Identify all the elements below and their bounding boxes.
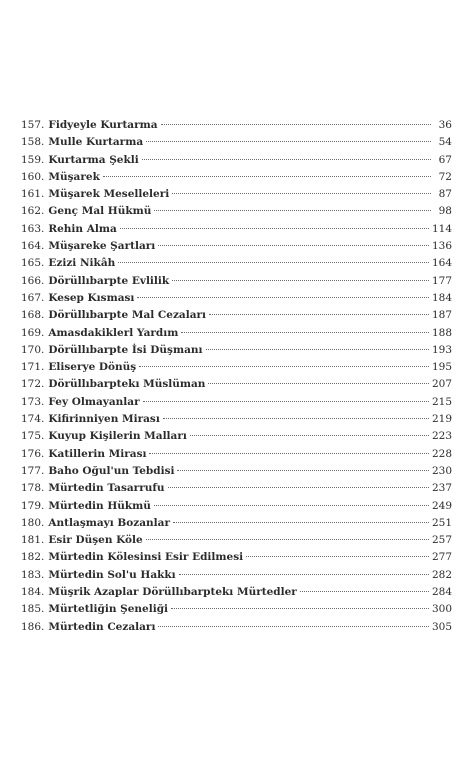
toc-entry-page-number: 67	[438, 153, 452, 166]
toc-entry-number: 161.	[21, 188, 45, 201]
toc-entry	[21, 376, 452, 393]
toc-entry-title: Kifirinniyen Mirası	[48, 413, 160, 426]
toc-entry-number: 157.	[21, 119, 45, 131]
toc-entry	[21, 411, 452, 428]
toc-entry-page-number: 36	[438, 119, 452, 131]
toc-entry-title: Dörüllıbarpte Evlilik	[48, 274, 170, 287]
toc-entry	[21, 515, 452, 532]
toc-entry-number: 158.	[21, 136, 45, 149]
toc-entry	[21, 480, 452, 497]
dot-leader	[118, 261, 429, 263]
toc-entry-title: Fidyeyle Kurtarma	[48, 119, 158, 131]
toc-entry-number: 185.	[21, 603, 45, 616]
dot-leader	[158, 625, 429, 627]
dot-leader	[120, 227, 429, 229]
toc-entry-title: Müşareke Şartları	[48, 240, 156, 253]
dot-leader	[190, 434, 429, 436]
toc-entry-title: Kuyup Kişilerin Malları	[48, 430, 187, 443]
toc-entry-number: 171.	[21, 361, 45, 374]
toc-entry	[21, 394, 452, 411]
toc-entry	[21, 359, 452, 376]
dot-leader	[177, 469, 428, 471]
toc-entry-page-number: 54	[438, 136, 452, 149]
dot-leader	[139, 365, 429, 367]
toc-entry-number: 170.	[21, 343, 45, 356]
toc-entry	[21, 117, 452, 134]
toc-entry-page-number: 284	[431, 586, 452, 599]
toc-entry-number: 159.	[21, 153, 45, 166]
dot-leader	[103, 175, 431, 177]
toc-entry	[21, 238, 452, 255]
toc-entry	[21, 342, 452, 359]
toc-entry-title: Dörüllıbarpte İsi Düşmanı	[48, 343, 203, 356]
dot-leader	[208, 382, 429, 384]
toc-entry	[21, 498, 452, 515]
dot-leader	[172, 192, 431, 194]
toc-entry-page-number: 72	[438, 170, 452, 183]
toc-entry-number: 167.	[21, 291, 45, 304]
toc-entry-number: 183.	[21, 568, 45, 581]
dot-leader	[161, 123, 431, 125]
toc-entry	[21, 619, 452, 636]
toc-entry-number: 166.	[21, 274, 45, 287]
toc-entry-number: 176.	[21, 447, 45, 460]
toc-entry-page-number: 114	[431, 222, 452, 235]
toc-entry-title: Eliserye Dönüş	[48, 361, 137, 374]
toc-entry	[21, 601, 452, 618]
toc-entry	[21, 255, 452, 272]
toc-entry-number: 174.	[21, 413, 45, 426]
toc-entry-page-number: 305	[431, 620, 452, 633]
toc-entry-page-number: 215	[431, 395, 452, 408]
toc-entry-page-number: 195	[431, 361, 452, 374]
dot-leader	[163, 417, 429, 419]
toc-entry-title: Müşarek	[48, 170, 100, 183]
dot-leader	[154, 209, 431, 211]
toc-entry-page-number: 98	[438, 205, 452, 218]
dot-leader	[146, 140, 431, 142]
toc-entry-title: Esir Düşen Köle	[48, 534, 143, 547]
toc-entry-number: 178.	[21, 482, 45, 495]
dot-leader	[137, 296, 429, 298]
toc-entry-number: 181.	[21, 534, 45, 547]
toc-entry-page-number: 257	[431, 534, 452, 547]
toc-entry-number: 179.	[21, 499, 45, 512]
toc-entry-title: Genç Mal Hükmü	[48, 205, 152, 218]
dot-leader	[172, 279, 429, 281]
toc-entry-number: 164.	[21, 240, 45, 253]
toc-entry	[21, 273, 452, 290]
toc-entry-title: Fey Olmayanlar	[48, 395, 140, 408]
toc-entry-page-number: 249	[431, 499, 452, 512]
dot-leader	[300, 590, 429, 592]
toc-entry	[21, 584, 452, 601]
toc-entry	[21, 463, 452, 480]
toc-entry-title: Kurtarma Şekli	[48, 153, 139, 166]
toc-entry-page-number: 193	[431, 343, 452, 356]
dot-leader	[142, 158, 431, 160]
table-of-contents	[21, 117, 452, 636]
toc-entry	[21, 428, 452, 445]
toc-entry-number: 182.	[21, 551, 45, 564]
toc-entry-title: Mürtedin Kölesinsi Esir Edilmesi	[48, 551, 244, 564]
toc-entry-title: Müşrik Azaplar Dörüllıbarptekı Mürtedler	[48, 586, 297, 599]
toc-entry-page-number: 177	[431, 274, 452, 287]
toc-entry-page-number: 207	[431, 378, 452, 391]
toc-entry-title: Mürtedin Cezaları	[48, 620, 156, 633]
toc-entry-title: Mulle Kurtarma	[48, 136, 144, 149]
dot-leader	[181, 331, 429, 333]
toc-entry-number: 184.	[21, 586, 45, 599]
dot-leader	[143, 400, 429, 402]
toc-entry-title: Müşarek Meselleleri	[48, 188, 170, 201]
dot-leader	[246, 555, 429, 557]
toc-entry	[21, 134, 452, 151]
toc-entry	[21, 152, 452, 169]
toc-entry	[21, 567, 452, 584]
toc-entry-title: Mürtedin Tasarrufu	[48, 482, 165, 495]
toc-entry	[21, 446, 452, 463]
toc-entry-number: 186.	[21, 620, 45, 633]
toc-entry-page-number: 136	[431, 240, 452, 253]
toc-entry-page-number: 230	[431, 464, 452, 477]
toc-entry	[21, 532, 452, 549]
toc-entry-number: 180.	[21, 516, 45, 529]
toc-entry	[21, 186, 452, 203]
toc-entry-title: Rehin Alma	[48, 222, 117, 235]
dot-leader	[209, 313, 429, 315]
toc-entry-number: 162.	[21, 205, 45, 218]
toc-entry-number: 175.	[21, 430, 45, 443]
toc-entry-title: Mürtedin Hükmü	[48, 499, 151, 512]
toc-entry-title: Dörüllıbarpte Mal Cezaları	[48, 309, 207, 322]
toc-entry-number: 165.	[21, 257, 45, 270]
toc-entry-number: 177.	[21, 464, 45, 477]
toc-entry-number: 172.	[21, 378, 45, 391]
toc-entry-number: 160.	[21, 170, 45, 183]
toc-entry-title: Baho Oğul'un Tebdisi	[48, 464, 175, 477]
dot-leader	[171, 607, 429, 609]
toc-entry-page-number: 188	[431, 326, 452, 339]
toc-entry-number: 173.	[21, 395, 45, 408]
toc-entry-page-number: 164	[431, 257, 452, 270]
toc-entry-page-number: 184	[431, 291, 452, 304]
toc-entry-page-number: 87	[438, 188, 452, 201]
dot-leader	[173, 521, 429, 523]
toc-entry-title: Kesep Kısması	[48, 291, 135, 304]
toc-entry	[21, 169, 452, 186]
dot-leader	[206, 348, 429, 350]
toc-entry	[21, 203, 452, 220]
toc-entry-page-number: 300	[431, 603, 452, 616]
toc-entry-page-number: 282	[431, 568, 452, 581]
toc-entry-title: Katillerin Mirası	[48, 447, 147, 460]
toc-entry-title: Antlaşmayı Bozanlar	[48, 516, 170, 529]
toc-entry-number: 169.	[21, 326, 45, 339]
toc-entry-title: Mürtedin Sol'u Hakkı	[48, 568, 176, 581]
toc-entry-page-number: 187	[431, 309, 452, 322]
toc-entry-number: 163.	[21, 222, 45, 235]
toc-entry-title: Mürtetliğin Şeneliği	[48, 603, 169, 616]
toc-entry-number: 168.	[21, 309, 45, 322]
toc-entry	[21, 325, 452, 342]
dot-leader	[149, 452, 428, 454]
toc-entry-title: Amasdakiklerl Yardım	[48, 326, 179, 339]
toc-entry-title: Dörüllıbarptekı Müslüman	[48, 378, 206, 391]
toc-entry	[21, 221, 452, 238]
toc-entry-page-number: 228	[431, 447, 452, 460]
toc-entry	[21, 307, 452, 324]
toc-entry	[21, 549, 452, 566]
toc-entry-title: Ezizi Nikâh	[48, 257, 116, 270]
toc-entry-page-number: 223	[431, 430, 452, 443]
toc-entry	[21, 290, 452, 307]
dot-leader	[146, 538, 429, 540]
dot-leader	[158, 244, 429, 246]
toc-entry-page-number: 251	[431, 516, 452, 529]
dot-leader	[179, 573, 429, 575]
dot-leader	[154, 504, 429, 506]
dot-leader	[168, 486, 429, 488]
toc-entry-page-number: 277	[431, 551, 452, 564]
toc-entry-page-number: 237	[431, 482, 452, 495]
toc-entry-page-number: 219	[431, 413, 452, 426]
